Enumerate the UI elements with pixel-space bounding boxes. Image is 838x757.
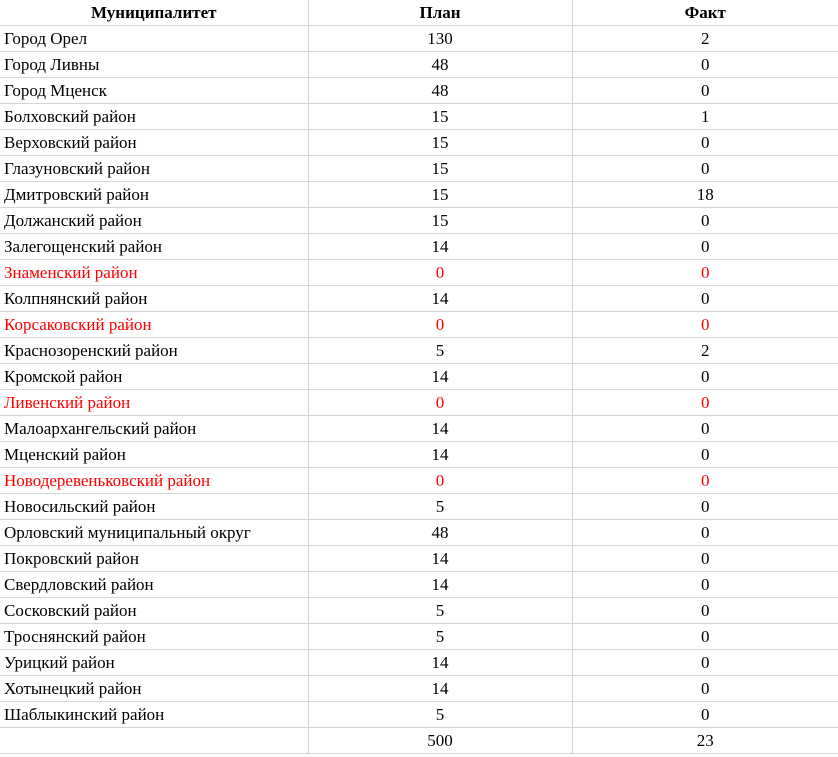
total-plan-cell: 500 [308, 728, 572, 754]
plan-cell: 14 [308, 572, 572, 598]
municipality-cell: Корсаковский район [0, 312, 308, 338]
municipality-cell: Знаменский район [0, 260, 308, 286]
fact-cell: 0 [572, 130, 838, 156]
fact-cell: 0 [572, 234, 838, 260]
fact-cell: 0 [572, 156, 838, 182]
plan-cell: 48 [308, 520, 572, 546]
table-row [0, 390, 838, 416]
plan-cell: 5 [308, 624, 572, 650]
fact-cell: 0 [572, 546, 838, 572]
plan-cell: 15 [308, 208, 572, 234]
plan-cell: 0 [308, 260, 572, 286]
table-row [0, 286, 838, 312]
municipality-cell: Троснянский район [0, 624, 308, 650]
fact-cell: 0 [572, 598, 838, 624]
fact-cell: 0 [572, 390, 838, 416]
plan-cell: 0 [308, 312, 572, 338]
table-row [0, 208, 838, 234]
municipality-cell: Хотынецкий район [0, 676, 308, 702]
fact-cell: 0 [572, 208, 838, 234]
plan-cell: 14 [308, 364, 572, 390]
fact-cell: 0 [572, 52, 838, 78]
total-row [0, 728, 838, 754]
municipality-cell: Залегощенский район [0, 234, 308, 260]
municipality-cell: Мценский район [0, 442, 308, 468]
municipality-cell: Болховский район [0, 104, 308, 130]
table-row [0, 156, 838, 182]
municipality-cell: Город Ливны [0, 52, 308, 78]
total-fact-cell: 23 [572, 728, 838, 754]
fact-cell: 0 [572, 364, 838, 390]
table-row [0, 260, 838, 286]
municipality-cell: Сосковский район [0, 598, 308, 624]
plan-cell: 14 [308, 442, 572, 468]
fact-cell: 1 [572, 104, 838, 130]
plan-cell: 48 [308, 78, 572, 104]
fact-cell: 2 [572, 338, 838, 364]
fact-cell: 0 [572, 676, 838, 702]
table-row [0, 104, 838, 130]
plan-cell: 5 [308, 702, 572, 728]
header-plan: План [308, 0, 572, 26]
plan-cell: 48 [308, 52, 572, 78]
plan-cell: 14 [308, 234, 572, 260]
table-row [0, 338, 838, 364]
header-municipality: Муниципалитет [0, 0, 308, 26]
municipality-cell: Новодеревеньковский район [0, 468, 308, 494]
plan-cell: 5 [308, 338, 572, 364]
plan-cell: 15 [308, 104, 572, 130]
municipality-cell: Город Орел [0, 26, 308, 52]
fact-cell: 0 [572, 468, 838, 494]
table-row [0, 520, 838, 546]
fact-cell: 0 [572, 702, 838, 728]
fact-cell: 0 [572, 572, 838, 598]
municipality-cell: Новосильский район [0, 494, 308, 520]
fact-cell: 0 [572, 312, 838, 338]
plan-cell: 14 [308, 650, 572, 676]
fact-cell: 0 [572, 260, 838, 286]
municipality-cell: Орловский муниципальный округ [0, 520, 308, 546]
table-row [0, 182, 838, 208]
table-row [0, 624, 838, 650]
fact-cell: 0 [572, 520, 838, 546]
plan-cell: 14 [308, 416, 572, 442]
table-row [0, 312, 838, 338]
plan-cell: 14 [308, 676, 572, 702]
table-row [0, 52, 838, 78]
table-row [0, 702, 838, 728]
municipality-cell: Верховский район [0, 130, 308, 156]
table-row [0, 494, 838, 520]
plan-cell: 0 [308, 390, 572, 416]
table-row [0, 416, 838, 442]
table-row [0, 26, 838, 52]
plan-cell: 15 [308, 156, 572, 182]
municipality-cell: Краснозоренский район [0, 338, 308, 364]
fact-cell: 0 [572, 494, 838, 520]
municipality-cell: Глазуновский район [0, 156, 308, 182]
municipality-cell: Урицкий район [0, 650, 308, 676]
fact-cell: 0 [572, 416, 838, 442]
fact-cell: 18 [572, 182, 838, 208]
table-row [0, 650, 838, 676]
table-row [0, 78, 838, 104]
fact-cell: 0 [572, 624, 838, 650]
header-row [0, 0, 838, 26]
municipality-cell: Шаблыкинский район [0, 702, 308, 728]
municipality-cell: Дмитровский район [0, 182, 308, 208]
fact-cell: 2 [572, 26, 838, 52]
plan-cell: 130 [308, 26, 572, 52]
municipality-cell: Кромской район [0, 364, 308, 390]
plan-cell: 15 [308, 130, 572, 156]
plan-cell: 5 [308, 598, 572, 624]
table-row [0, 364, 838, 390]
municipality-cell: Должанский район [0, 208, 308, 234]
table-row [0, 468, 838, 494]
municipality-cell: Город Мценск [0, 78, 308, 104]
fact-cell: 0 [572, 442, 838, 468]
header-fact: Факт [572, 0, 838, 26]
municipality-cell: Покровский район [0, 546, 308, 572]
municipality-cell: Ливенский район [0, 390, 308, 416]
table-row [0, 676, 838, 702]
plan-cell: 0 [308, 468, 572, 494]
table-row [0, 546, 838, 572]
municipality-cell: Свердловский район [0, 572, 308, 598]
total-label-cell [0, 728, 308, 754]
plan-cell: 5 [308, 494, 572, 520]
table-row [0, 130, 838, 156]
municipality-cell: Колпнянский район [0, 286, 308, 312]
table-row [0, 572, 838, 598]
table-row [0, 234, 838, 260]
table-row [0, 442, 838, 468]
fact-cell: 0 [572, 78, 838, 104]
plan-cell: 14 [308, 546, 572, 572]
fact-cell: 0 [572, 286, 838, 312]
table-row [0, 598, 838, 624]
municipality-cell: Малоархангельский район [0, 416, 308, 442]
plan-cell: 14 [308, 286, 572, 312]
fact-cell: 0 [572, 650, 838, 676]
table-body [0, 26, 838, 754]
plan-cell: 15 [308, 182, 572, 208]
